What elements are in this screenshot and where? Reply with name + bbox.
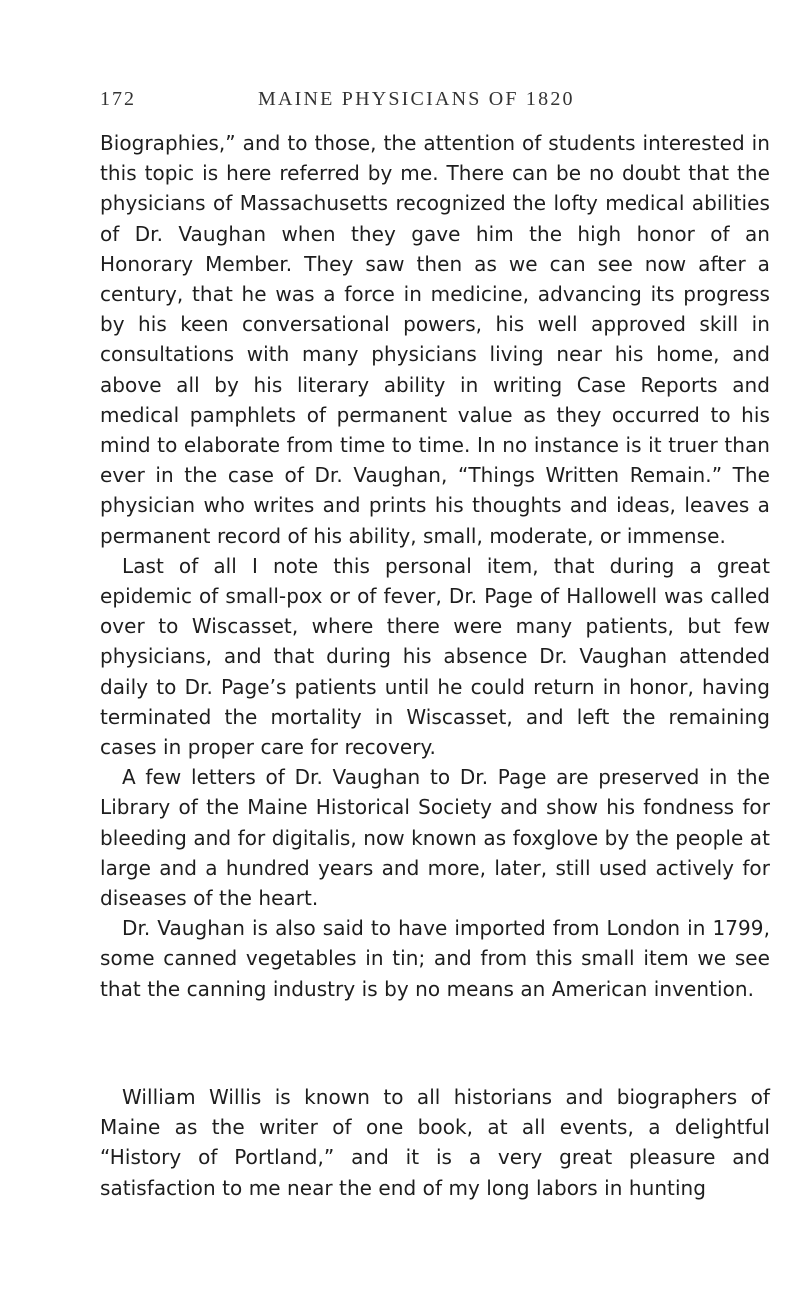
section-break (100, 1004, 770, 1082)
paragraph-biographies: Biographies,” and to those, the attention of students interested in this topic is here referred by me. There can be no doubt that the physicians of Massachusetts recognized the lofty medical abilities of Dr. Vaughan when they gave him the high honor of an Honorary Member. They saw then as we can see now after a century, that he was a force in medicine, advancing its progress by his keen conversational powers, his well approved skill in consultations with many physicians living near his home, and above all by his literary ability in writing Case Reports and medical pamphlets of permanent value as they occurred to his mind to elaborate from time to time. In no instance is it truer than ever in the case of Dr. Vaughan, “Things Written Remain.” The physician who writes and prints his thoughts and ideas, leaves a permanent record of his ability, small, moderate, or immense. (100, 131, 770, 548)
running-title: MAINE PHYSICIANS OF 1820 (258, 88, 575, 110)
page-number: 172 (100, 88, 136, 110)
body-text (100, 128, 770, 1203)
paragraph-letters: A few letters of Dr. Vaughan to Dr. Page are preserved in the Library of the Maine Historical Society and show his fondness for bleeding and for digitalis, now known as foxglove by the people at large and a hundred years and more, later, still used actively for diseases of the heart. (100, 765, 770, 911)
running-head (0, 88, 801, 118)
paragraph-canned-vegetables: Dr. Vaughan is also said to have imported from London in 1799, some canned vegetables in tin; and from this small item we see that the canning industry is by no means an American invention. (100, 916, 770, 1001)
paragraph-william-willis: William Willis is known to all historians and biographers of Maine as the writer of one book, at all events, a delightful “History of Portland,” and it is a very great pleasure and satisfaction to me near the end of my long labors in hunting (100, 1084, 770, 1200)
paragraph-personal-item: Last of all I note this personal item, that during a great epidemic of small-pox or of fever, Dr. Page of Hallowell was called over to Wiscasset, where there were many patients, but few physicians, and that during his absence Dr. Vaughan attended daily to Dr. Page’s patients until he could return in honor, having terminated the mortality in Wiscasset, and left the remaining cases in proper care for recovery. (100, 553, 770, 760)
